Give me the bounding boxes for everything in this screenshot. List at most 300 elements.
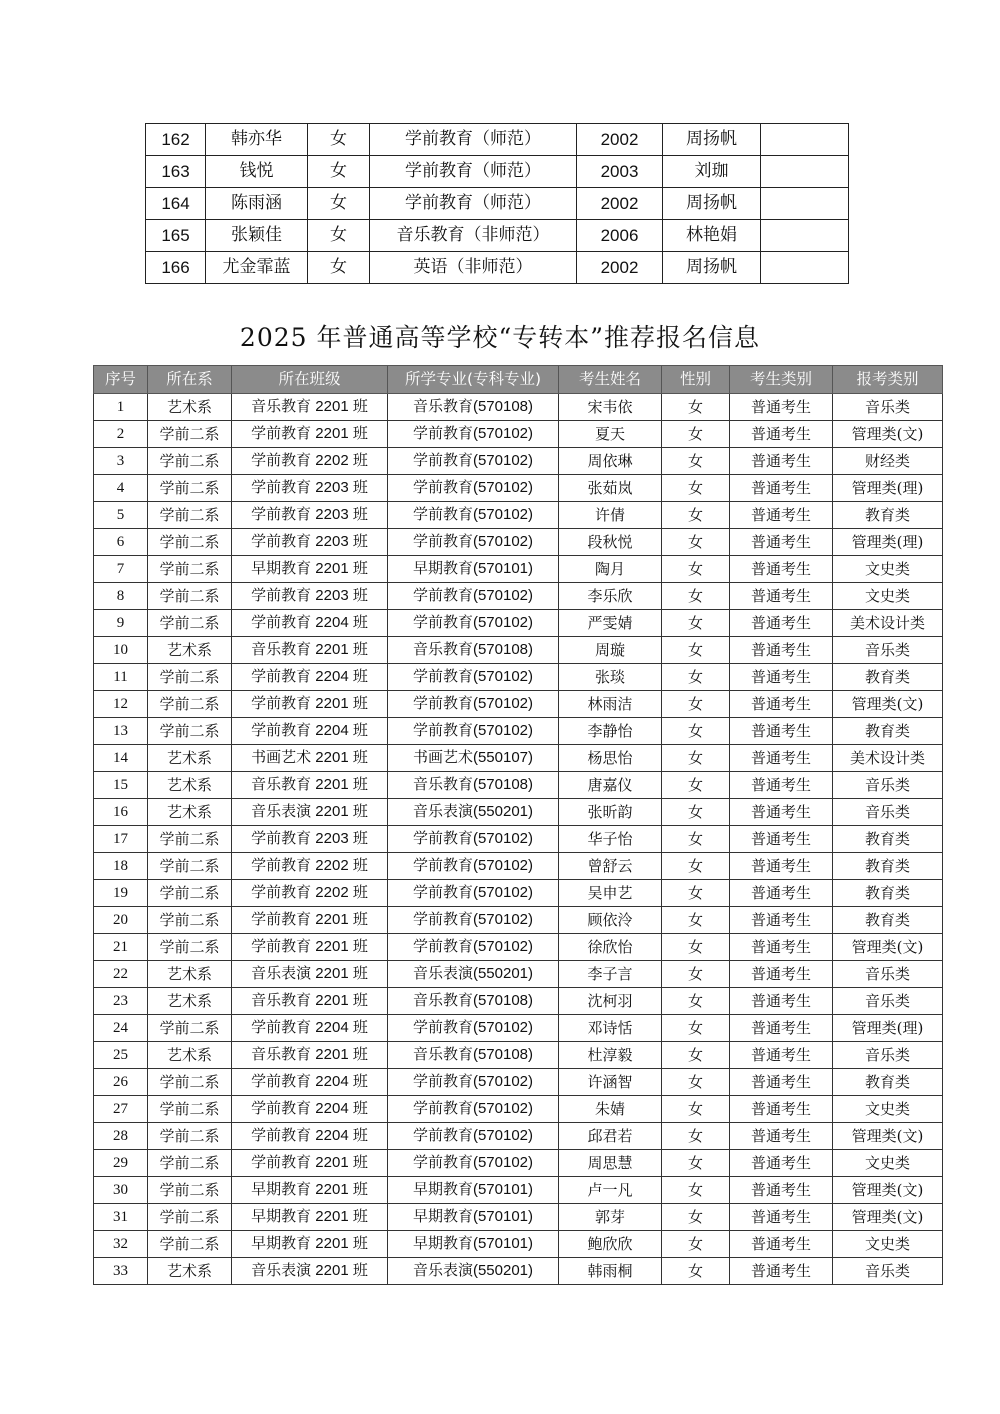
major-cell: 早期教育(570101) <box>388 1231 559 1258</box>
table-row <box>94 826 943 853</box>
gender-cell: 女 <box>308 252 370 284</box>
class-cell: 学前教育 2204 班 <box>232 1123 388 1150</box>
name-cell: 沈柯羽 <box>559 988 662 1015</box>
seq-cell: 19 <box>94 880 148 907</box>
seq-cell: 2 <box>94 421 148 448</box>
exam-category-cell: 管理类(理) <box>833 1015 943 1042</box>
exam-category-cell: 管理类(文) <box>833 1204 943 1231</box>
department-cell: 艺术系 <box>148 394 232 421</box>
class-cell: 学前教育 2204 班 <box>232 1069 388 1096</box>
class-cell: 音乐表演 2201 班 <box>232 961 388 988</box>
class-cell: 学前教育 2201 班 <box>232 1150 388 1177</box>
gender-cell: 女 <box>308 220 370 252</box>
exam-category-cell: 文史类 <box>833 1150 943 1177</box>
table-row <box>94 799 943 826</box>
exam-category-cell: 音乐类 <box>833 772 943 799</box>
candidate-type-cell: 普通考生 <box>730 1204 833 1231</box>
seq-cell: 27 <box>94 1096 148 1123</box>
name-cell: 邱君若 <box>559 1123 662 1150</box>
name-cell: 周璇 <box>559 637 662 664</box>
department-cell: 艺术系 <box>148 1258 232 1285</box>
exam-category-cell: 管理类(文) <box>833 1177 943 1204</box>
gender-cell: 女 <box>662 718 730 745</box>
teacher-cell: 周扬帆 <box>663 252 761 284</box>
name-cell: 李静怡 <box>559 718 662 745</box>
department-cell: 学前二系 <box>148 691 232 718</box>
name-cell: 张昕韵 <box>559 799 662 826</box>
exam-category-cell: 文史类 <box>833 583 943 610</box>
candidate-type-cell: 普通考生 <box>730 637 833 664</box>
seq-cell: 162 <box>146 124 206 156</box>
name-cell: 杜淳毅 <box>559 1042 662 1069</box>
exam-category-cell: 音乐类 <box>833 988 943 1015</box>
class-cell: 音乐教育 2201 班 <box>232 394 388 421</box>
major-cell: 学前教育(570102) <box>388 826 559 853</box>
class-cell: 早期教育 2201 班 <box>232 1204 388 1231</box>
gender-cell: 女 <box>662 421 730 448</box>
exam-category-cell: 教育类 <box>833 907 943 934</box>
class-cell: 学前教育 2202 班 <box>232 853 388 880</box>
name-cell: 李乐欣 <box>559 583 662 610</box>
header-gender: 性别 <box>662 366 730 394</box>
header-candidate-type: 考生类别 <box>730 366 833 394</box>
department-cell: 学前二系 <box>148 853 232 880</box>
name-cell: 吴申艺 <box>559 880 662 907</box>
gender-cell: 女 <box>662 745 730 772</box>
table-row <box>94 691 943 718</box>
table-header-row <box>94 366 943 394</box>
major-cell: 学前教育(570102) <box>388 718 559 745</box>
name-cell: 周依琳 <box>559 448 662 475</box>
gender-cell: 女 <box>662 1231 730 1258</box>
seq-cell: 4 <box>94 475 148 502</box>
class-cell: 学前教育 2201 班 <box>232 934 388 961</box>
name-cell: 朱婧 <box>559 1096 662 1123</box>
seq-cell: 33 <box>94 1258 148 1285</box>
class-cell: 学前教育 2201 班 <box>232 421 388 448</box>
candidate-type-cell: 普通考生 <box>730 1096 833 1123</box>
department-cell: 学前二系 <box>148 1150 232 1177</box>
seq-cell: 11 <box>94 664 148 691</box>
name-cell: 宋韦依 <box>559 394 662 421</box>
exam-category-cell: 音乐类 <box>833 961 943 988</box>
note-cell <box>761 124 849 156</box>
seq-cell: 31 <box>94 1204 148 1231</box>
seq-cell: 25 <box>94 1042 148 1069</box>
gender-cell: 女 <box>662 880 730 907</box>
major-cell: 早期教育(570101) <box>388 1204 559 1231</box>
name-cell: 鲍欣欣 <box>559 1231 662 1258</box>
seq-cell: 24 <box>94 1015 148 1042</box>
table-row <box>146 156 849 188</box>
gender-cell: 女 <box>662 502 730 529</box>
seq-cell: 15 <box>94 772 148 799</box>
candidate-type-cell: 普通考生 <box>730 475 833 502</box>
candidate-type-cell: 普通考生 <box>730 664 833 691</box>
seq-cell: 20 <box>94 907 148 934</box>
gender-cell: 女 <box>662 1123 730 1150</box>
name-cell: 徐欣怡 <box>559 934 662 961</box>
department-cell: 学前二系 <box>148 718 232 745</box>
exam-category-cell: 教育类 <box>833 853 943 880</box>
note-cell <box>761 156 849 188</box>
major-cell: 学前教育(570102) <box>388 1150 559 1177</box>
gender-cell: 女 <box>662 556 730 583</box>
class-cell: 学前教育 2202 班 <box>232 880 388 907</box>
class-cell: 音乐教育 2201 班 <box>232 1042 388 1069</box>
major-cell: 学前教育（师范） <box>370 124 577 156</box>
table-row <box>146 252 849 284</box>
name-cell: 严雯婧 <box>559 610 662 637</box>
candidate-type-cell: 普通考生 <box>730 1069 833 1096</box>
seq-cell: 32 <box>94 1231 148 1258</box>
class-cell: 学前教育 2204 班 <box>232 1096 388 1123</box>
seq-cell: 29 <box>94 1150 148 1177</box>
table-row <box>94 529 943 556</box>
note-cell <box>761 188 849 220</box>
table-row <box>94 394 943 421</box>
class-cell: 早期教育 2201 班 <box>232 1177 388 1204</box>
table-row <box>94 610 943 637</box>
candidate-type-cell: 普通考生 <box>730 934 833 961</box>
major-cell: 学前教育（师范） <box>370 188 577 220</box>
class-cell: 学前教育 2202 班 <box>232 448 388 475</box>
candidate-type-cell: 普通考生 <box>730 826 833 853</box>
department-cell: 学前二系 <box>148 529 232 556</box>
major-cell: 学前教育(570102) <box>388 529 559 556</box>
candidate-type-cell: 普通考生 <box>730 961 833 988</box>
table-row <box>94 1258 943 1285</box>
class-cell: 学前教育 2203 班 <box>232 475 388 502</box>
exam-category-cell: 文史类 <box>833 556 943 583</box>
year-cell: 2006 <box>577 220 663 252</box>
name-cell: 段秋悦 <box>559 529 662 556</box>
gender-cell: 女 <box>662 1150 730 1177</box>
name-cell: 许涵智 <box>559 1069 662 1096</box>
major-cell: 音乐教育(570108) <box>388 637 559 664</box>
seq-cell: 6 <box>94 529 148 556</box>
teacher-cell: 周扬帆 <box>663 124 761 156</box>
department-cell: 学前二系 <box>148 610 232 637</box>
major-cell: 书画艺术(550107) <box>388 745 559 772</box>
exam-category-cell: 文史类 <box>833 1231 943 1258</box>
candidate-type-cell: 普通考生 <box>730 583 833 610</box>
table-row <box>94 1231 943 1258</box>
department-cell: 艺术系 <box>148 637 232 664</box>
department-cell: 学前二系 <box>148 475 232 502</box>
year-cell: 2002 <box>577 252 663 284</box>
major-cell: 音乐表演(550201) <box>388 961 559 988</box>
class-cell: 音乐表演 2201 班 <box>232 799 388 826</box>
gender-cell: 女 <box>662 1177 730 1204</box>
teacher-cell: 周扬帆 <box>663 188 761 220</box>
major-cell: 音乐表演(550201) <box>388 1258 559 1285</box>
seq-cell: 5 <box>94 502 148 529</box>
candidate-type-cell: 普通考生 <box>730 691 833 718</box>
name-cell: 张颖佳 <box>206 220 308 252</box>
exam-category-cell: 教育类 <box>833 826 943 853</box>
seq-cell: 18 <box>94 853 148 880</box>
exam-category-cell: 管理类(文) <box>833 1123 943 1150</box>
department-cell: 学前二系 <box>148 1123 232 1150</box>
table-row <box>94 934 943 961</box>
department-cell: 学前二系 <box>148 826 232 853</box>
table-row <box>94 1204 943 1231</box>
major-cell: 早期教育(570101) <box>388 1177 559 1204</box>
candidate-type-cell: 普通考生 <box>730 799 833 826</box>
seq-cell: 165 <box>146 220 206 252</box>
department-cell: 学前二系 <box>148 1204 232 1231</box>
name-cell: 尤金霏蓝 <box>206 252 308 284</box>
major-cell: 学前教育(570102) <box>388 1096 559 1123</box>
class-cell: 学前教育 2204 班 <box>232 610 388 637</box>
department-cell: 学前二系 <box>148 934 232 961</box>
name-cell: 卢一凡 <box>559 1177 662 1204</box>
major-cell: 学前教育(570102) <box>388 907 559 934</box>
table-row <box>94 907 943 934</box>
gender-cell: 女 <box>662 691 730 718</box>
name-cell: 曾舒云 <box>559 853 662 880</box>
candidate-type-cell: 普通考生 <box>730 502 833 529</box>
name-cell: 唐嘉仪 <box>559 772 662 799</box>
gender-cell: 女 <box>662 1042 730 1069</box>
header-major: 所学专业(专科专业) <box>388 366 559 394</box>
table-row <box>94 718 943 745</box>
seq-cell: 163 <box>146 156 206 188</box>
major-cell: 英语（非师范） <box>370 252 577 284</box>
gender-cell: 女 <box>662 826 730 853</box>
header-department: 所在系 <box>148 366 232 394</box>
major-cell: 早期教育(570101) <box>388 556 559 583</box>
gender-cell: 女 <box>662 772 730 799</box>
continuation-table-body <box>146 124 849 284</box>
major-cell: 学前教育(570102) <box>388 502 559 529</box>
department-cell: 艺术系 <box>148 745 232 772</box>
major-cell: 学前教育(570102) <box>388 1123 559 1150</box>
major-cell: 学前教育(570102) <box>388 853 559 880</box>
department-cell: 学前二系 <box>148 556 232 583</box>
name-cell: 韩亦华 <box>206 124 308 156</box>
name-cell: 陈雨涵 <box>206 188 308 220</box>
gender-cell: 女 <box>662 1204 730 1231</box>
exam-category-cell: 美术设计类 <box>833 610 943 637</box>
gender-cell: 女 <box>662 988 730 1015</box>
candidate-type-cell: 普通考生 <box>730 1258 833 1285</box>
exam-category-cell: 教育类 <box>833 1069 943 1096</box>
header-exam-category: 报考类别 <box>833 366 943 394</box>
department-cell: 学前二系 <box>148 907 232 934</box>
exam-category-cell: 教育类 <box>833 718 943 745</box>
candidate-type-cell: 普通考生 <box>730 1042 833 1069</box>
table-row <box>94 583 943 610</box>
table-row <box>94 556 943 583</box>
table-row <box>94 448 943 475</box>
class-cell: 学前教育 2204 班 <box>232 664 388 691</box>
department-cell: 学前二系 <box>148 583 232 610</box>
gender-cell: 女 <box>662 583 730 610</box>
name-cell: 夏天 <box>559 421 662 448</box>
name-cell: 杨思怡 <box>559 745 662 772</box>
header-seq: 序号 <box>94 366 148 394</box>
table-row <box>94 664 943 691</box>
major-cell: 音乐教育（非师范） <box>370 220 577 252</box>
table-row <box>94 475 943 502</box>
class-cell: 学前教育 2204 班 <box>232 1015 388 1042</box>
year-cell: 2002 <box>577 188 663 220</box>
exam-category-cell: 财经类 <box>833 448 943 475</box>
seq-cell: 12 <box>94 691 148 718</box>
exam-category-cell: 教育类 <box>833 502 943 529</box>
gender-cell: 女 <box>662 1069 730 1096</box>
class-cell: 音乐教育 2201 班 <box>232 988 388 1015</box>
seq-cell: 26 <box>94 1069 148 1096</box>
major-cell: 学前教育(570102) <box>388 448 559 475</box>
seq-cell: 30 <box>94 1177 148 1204</box>
major-cell: 学前教育(570102) <box>388 1015 559 1042</box>
department-cell: 艺术系 <box>148 1042 232 1069</box>
year-cell: 2002 <box>577 124 663 156</box>
note-cell <box>761 252 849 284</box>
class-cell: 学前教育 2203 班 <box>232 583 388 610</box>
department-cell: 学前二系 <box>148 502 232 529</box>
class-cell: 音乐表演 2201 班 <box>232 1258 388 1285</box>
major-cell: 学前教育(570102) <box>388 664 559 691</box>
seq-cell: 21 <box>94 934 148 961</box>
gender-cell: 女 <box>662 610 730 637</box>
year-cell: 2003 <box>577 156 663 188</box>
table-row <box>94 1069 943 1096</box>
name-cell: 周思慧 <box>559 1150 662 1177</box>
name-cell: 钱悦 <box>206 156 308 188</box>
major-cell: 学前教育(570102) <box>388 583 559 610</box>
department-cell: 艺术系 <box>148 799 232 826</box>
candidate-type-cell: 普通考生 <box>730 529 833 556</box>
class-cell: 学前教育 2201 班 <box>232 907 388 934</box>
candidate-type-cell: 普通考生 <box>730 1015 833 1042</box>
major-cell: 学前教育(570102) <box>388 610 559 637</box>
exam-category-cell: 音乐类 <box>833 1042 943 1069</box>
gender-cell: 女 <box>662 448 730 475</box>
header-name: 考生姓名 <box>559 366 662 394</box>
exam-category-cell: 美术设计类 <box>833 745 943 772</box>
exam-category-cell: 音乐类 <box>833 799 943 826</box>
table-row <box>94 421 943 448</box>
seq-cell: 1 <box>94 394 148 421</box>
name-cell: 林雨洁 <box>559 691 662 718</box>
gender-cell: 女 <box>662 961 730 988</box>
seq-cell: 9 <box>94 610 148 637</box>
department-cell: 学前二系 <box>148 1231 232 1258</box>
major-cell: 音乐教育(570108) <box>388 1042 559 1069</box>
class-cell: 学前教育 2204 班 <box>232 718 388 745</box>
seq-cell: 3 <box>94 448 148 475</box>
name-cell: 韩雨桐 <box>559 1258 662 1285</box>
class-cell: 早期教育 2201 班 <box>232 1231 388 1258</box>
table-row <box>94 637 943 664</box>
table-row <box>94 1177 943 1204</box>
seq-cell: 13 <box>94 718 148 745</box>
seq-cell: 10 <box>94 637 148 664</box>
name-cell: 华子怡 <box>559 826 662 853</box>
class-cell: 早期教育 2201 班 <box>232 556 388 583</box>
exam-category-cell: 文史类 <box>833 1096 943 1123</box>
candidate-type-cell: 普通考生 <box>730 988 833 1015</box>
name-cell: 邓诗恬 <box>559 1015 662 1042</box>
candidate-type-cell: 普通考生 <box>730 772 833 799</box>
gender-cell: 女 <box>662 1258 730 1285</box>
exam-category-cell: 管理类(文) <box>833 934 943 961</box>
department-cell: 学前二系 <box>148 1177 232 1204</box>
major-cell: 音乐教育(570108) <box>388 988 559 1015</box>
gender-cell: 女 <box>662 394 730 421</box>
candidate-type-cell: 普通考生 <box>730 718 833 745</box>
major-cell: 学前教育(570102) <box>388 1069 559 1096</box>
class-cell: 学前教育 2203 班 <box>232 826 388 853</box>
department-cell: 学前二系 <box>148 1096 232 1123</box>
candidate-type-cell: 普通考生 <box>730 1177 833 1204</box>
table-row <box>146 124 849 156</box>
gender-cell: 女 <box>662 907 730 934</box>
seq-cell: 14 <box>94 745 148 772</box>
recommendation-table <box>93 365 943 1285</box>
table-row <box>94 988 943 1015</box>
teacher-cell: 林艳娟 <box>663 220 761 252</box>
seq-cell: 22 <box>94 961 148 988</box>
exam-category-cell: 教育类 <box>833 664 943 691</box>
table-row <box>94 1015 943 1042</box>
table-row <box>94 1123 943 1150</box>
major-cell: 音乐教育(570108) <box>388 772 559 799</box>
department-cell: 艺术系 <box>148 961 232 988</box>
gender-cell: 女 <box>662 529 730 556</box>
major-cell: 学前教育(570102) <box>388 691 559 718</box>
major-cell: 学前教育（师范） <box>370 156 577 188</box>
seq-cell: 164 <box>146 188 206 220</box>
candidate-type-cell: 普通考生 <box>730 853 833 880</box>
table-row <box>94 1042 943 1069</box>
name-cell: 顾依泠 <box>559 907 662 934</box>
candidate-type-cell: 普通考生 <box>730 745 833 772</box>
seq-cell: 166 <box>146 252 206 284</box>
teacher-cell: 刘珈 <box>663 156 761 188</box>
table-row <box>94 880 943 907</box>
candidate-type-cell: 普通考生 <box>730 1231 833 1258</box>
class-cell: 书画艺术 2201 班 <box>232 745 388 772</box>
candidate-type-cell: 普通考生 <box>730 1150 833 1177</box>
exam-category-cell: 管理类(理) <box>833 475 943 502</box>
class-cell: 音乐教育 2201 班 <box>232 772 388 799</box>
candidate-type-cell: 普通考生 <box>730 907 833 934</box>
table-row <box>94 502 943 529</box>
exam-category-cell: 教育类 <box>833 880 943 907</box>
candidate-type-cell: 普通考生 <box>730 394 833 421</box>
class-cell: 学前教育 2203 班 <box>232 529 388 556</box>
department-cell: 学前二系 <box>148 880 232 907</box>
major-cell: 学前教育(570102) <box>388 880 559 907</box>
major-cell: 音乐教育(570108) <box>388 394 559 421</box>
gender-cell: 女 <box>308 124 370 156</box>
seq-cell: 28 <box>94 1123 148 1150</box>
note-cell <box>761 220 849 252</box>
gender-cell: 女 <box>308 156 370 188</box>
seq-cell: 23 <box>94 988 148 1015</box>
exam-category-cell: 音乐类 <box>833 394 943 421</box>
gender-cell: 女 <box>662 799 730 826</box>
table-row <box>146 220 849 252</box>
department-cell: 学前二系 <box>148 421 232 448</box>
department-cell: 艺术系 <box>148 988 232 1015</box>
department-cell: 学前二系 <box>148 1015 232 1042</box>
